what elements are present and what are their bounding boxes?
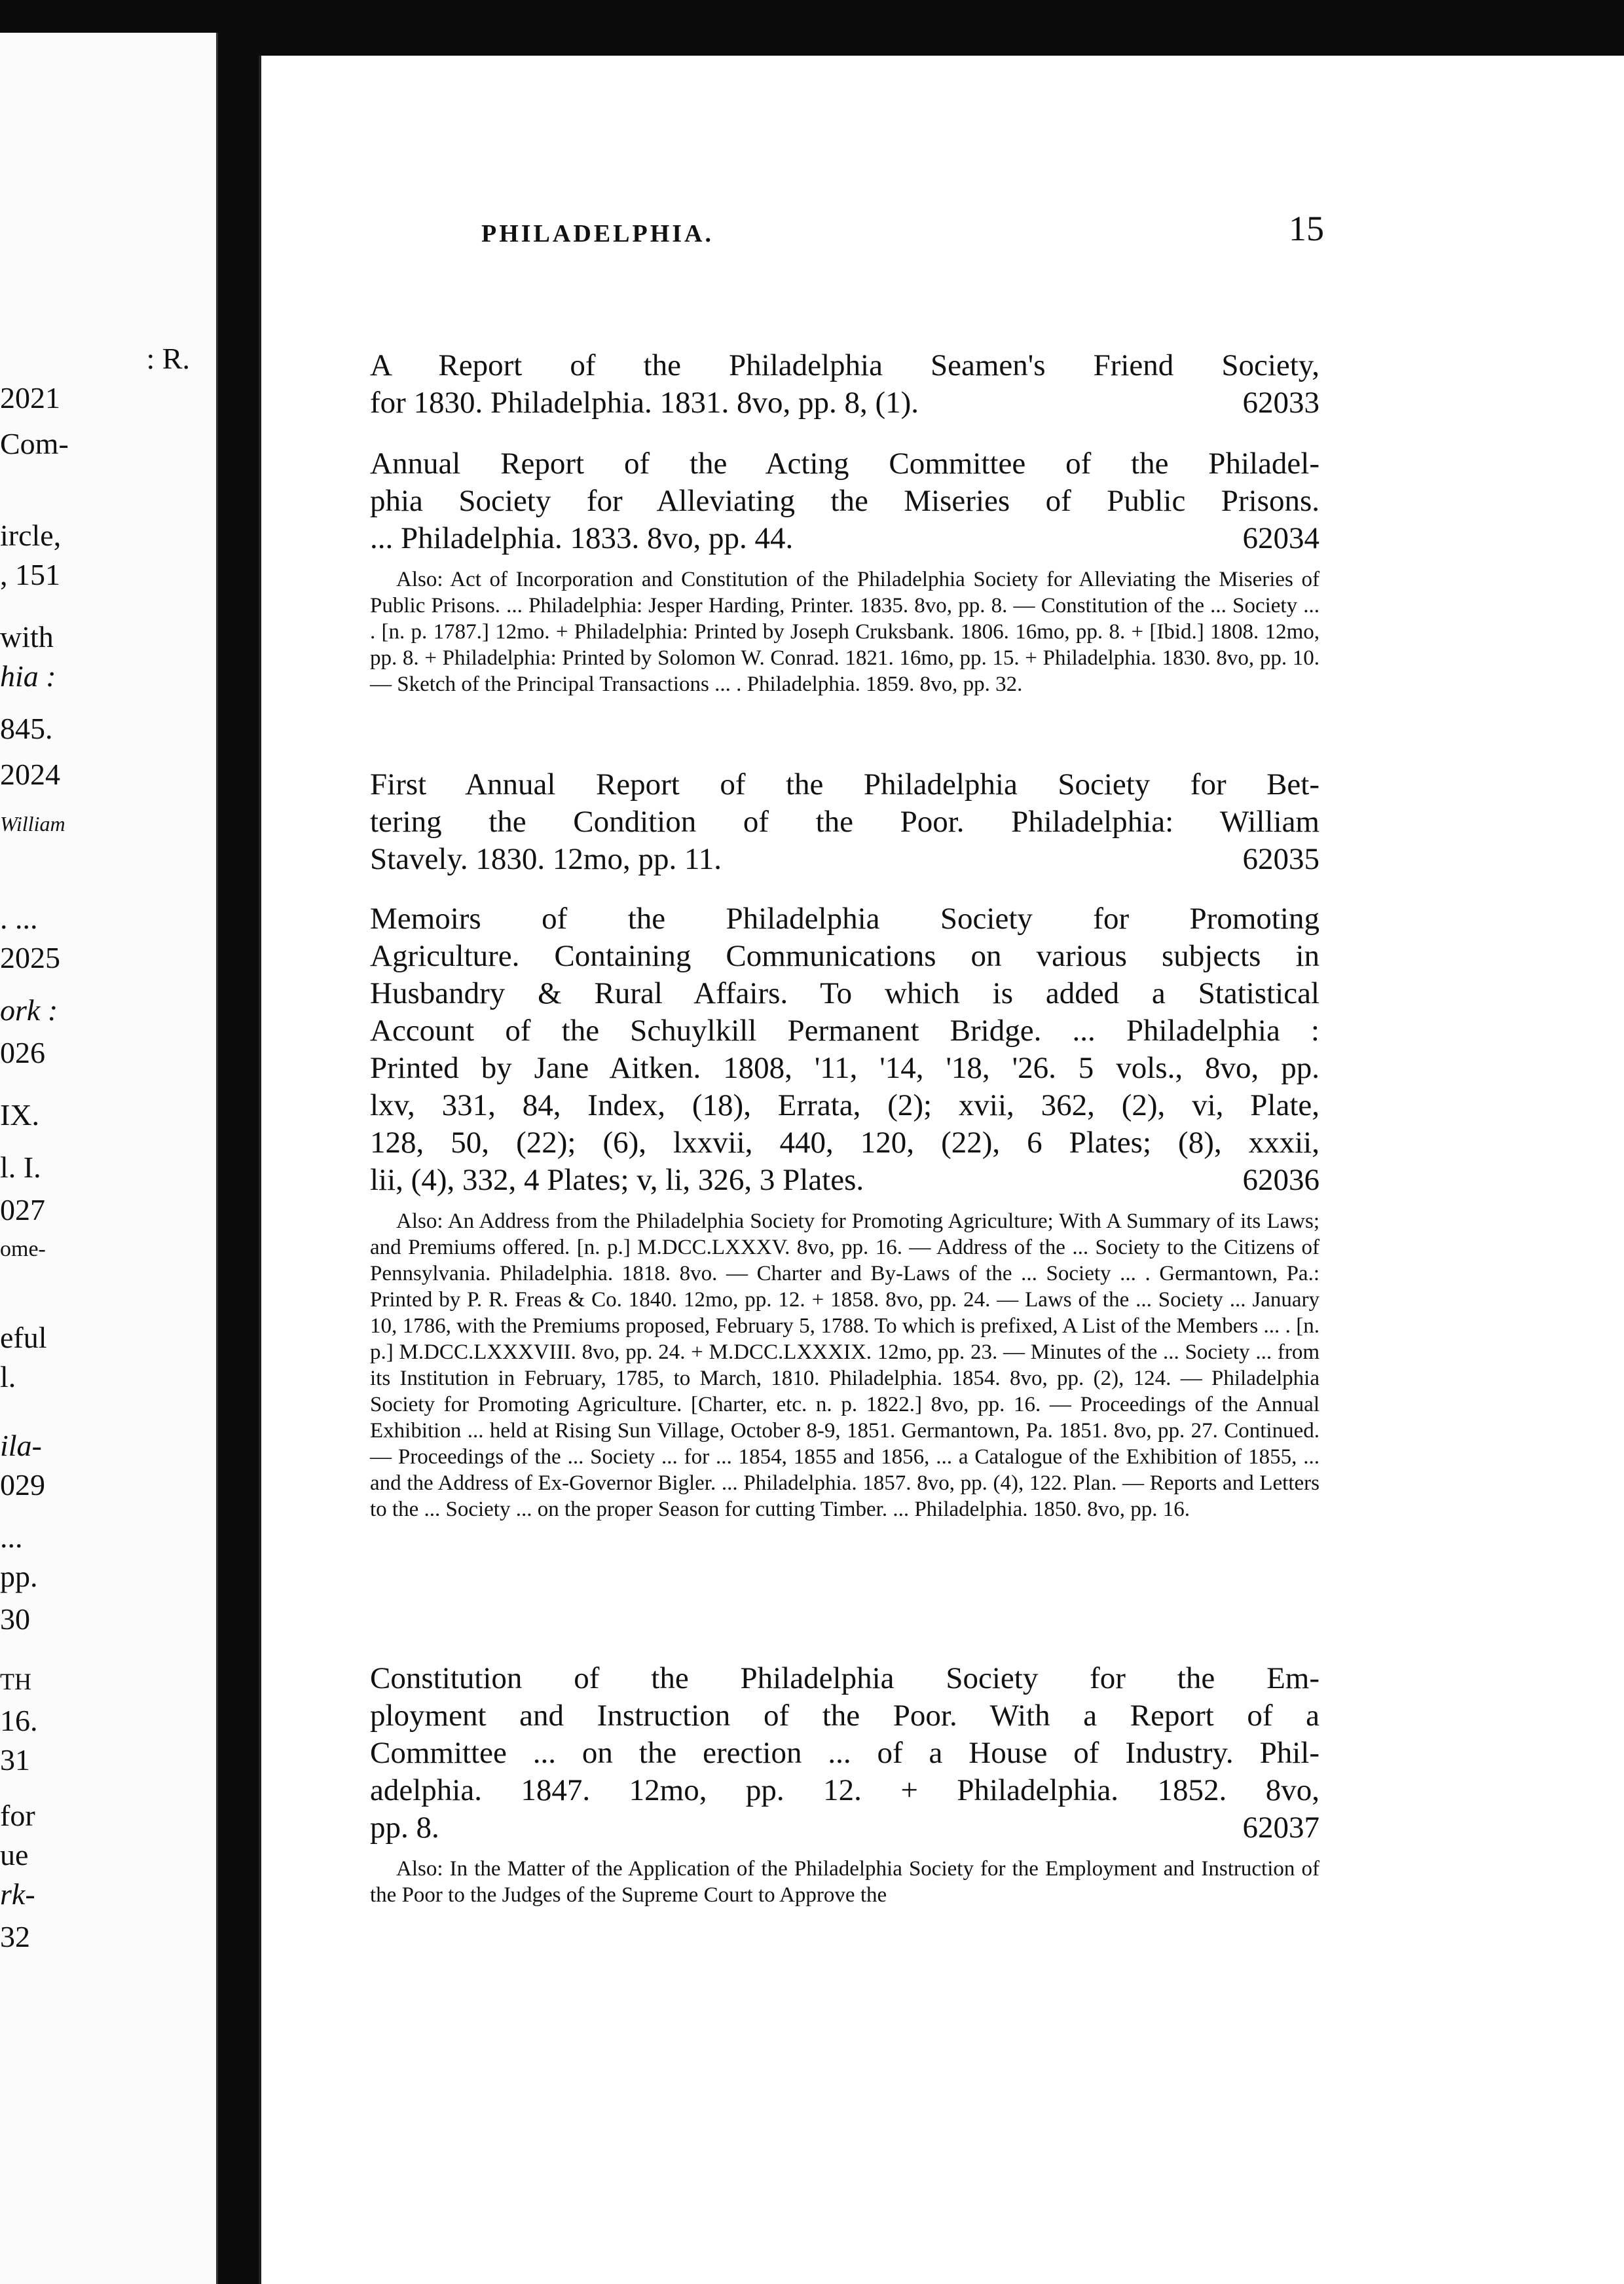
entry-title-text: lii, (4), 332, 4 Plates; v, li, 326, 3 Plates.	[370, 1163, 864, 1197]
facing-line: eful	[0, 1321, 47, 1354]
facing-line: for	[0, 1799, 35, 1832]
entry-title-line: Agriculture. Containing Communications on various subjects in	[370, 939, 1320, 973]
facing-line: 845.	[0, 712, 53, 745]
facing-line: : R.	[146, 342, 190, 375]
facing-line: 2025	[0, 941, 60, 974]
facing-line: pp.	[0, 1560, 38, 1593]
facing-line: ila-	[0, 1429, 42, 1462]
facing-line: ...	[0, 1520, 23, 1554]
entry-62035	[370, 766, 1320, 878]
entry-number: 62035	[1242, 842, 1320, 876]
entry-title-line: tering the Condition of the Poor. Philadelphia: William	[370, 805, 1320, 839]
entry-title-text: for 1830. Philadelphia. 1831. 8vo, pp. 8, (1).	[370, 386, 919, 420]
facing-line: with	[0, 620, 54, 654]
entry-title-line	[370, 384, 1320, 422]
entry-title-line: Committee ... on the erection ... of a House of Industry. Phil-	[370, 1736, 1320, 1770]
entry-title-line: Printed by Jane Aitken. 1808, '11, '14, '18, '26. 5 vols., 8vo, pp.	[370, 1051, 1320, 1085]
facing-line: 30	[0, 1602, 30, 1636]
entry-number: 62034	[1242, 521, 1320, 555]
entry-title-line: adelphia. 1847. 12mo, pp. 12. + Philadelphia. 1852. 8vo,	[370, 1773, 1320, 1807]
entry-title-line: A Report of the Philadelphia Seamen's Friend Society,	[370, 348, 1320, 382]
entry-number: 62033	[1242, 386, 1320, 420]
facing-line: 2021	[0, 381, 60, 414]
facing-line: 31	[0, 1743, 30, 1777]
entry-title-line: 128, 50, (22); (6), lxxvii, 440, 120, (22), 6 Plates; (8), xxxii,	[370, 1126, 1320, 1160]
facing-line: 027	[0, 1193, 45, 1226]
facing-line: Com-	[0, 427, 69, 460]
facing-line: rk-	[0, 1877, 35, 1911]
entry-title-line: Husbandry & Rural Affairs. To which is added a Statistical	[370, 976, 1320, 1010]
entry-title-text: Stavely. 1830. 12mo, pp. 11.	[370, 842, 722, 876]
facing-line: ue	[0, 1838, 29, 1871]
entry-note: Also: Act of Incorporation and Constitution of the Philadelphia Society for Alleviating the Miseries of Public Prisons. ... Philadelphia: Jesper Harding, Printer. 1835. 8vo, pp. 8. — Constitution of the ... Society ... . [n. p. 1787.] 12mo. + Philadelphia: Printed by Joseph Cruksbank. 1806. 16mo, pp. 8. + [Ibid.] 1808. 12mo, pp. 8. + Philadelphia: Printed by Solomon W. Conrad. 1821. 16mo, pp. 15. + Philadelphia. 1830. 8vo, pp. 10. — Sketch of the Principal Transactions ... . Philadelphia. 1859. 8vo, pp. 32.	[370, 568, 1320, 696]
facing-line: ome-	[0, 1237, 46, 1261]
facing-line: 029	[0, 1468, 45, 1501]
facing-line: l.	[0, 1360, 16, 1393]
facing-line: ork :	[0, 993, 58, 1027]
entry-title-line	[370, 841, 1320, 878]
entry-number: 62036	[1242, 1163, 1320, 1197]
facing-line: 32	[0, 1920, 30, 1953]
entry-62033	[370, 347, 1320, 422]
entry-title-line: Memoirs of the Philadelphia Society for Promoting	[370, 902, 1320, 936]
facing-line: . ...	[0, 902, 38, 935]
entry-number: 62037	[1242, 1811, 1320, 1845]
entry-note: Also: In the Matter of the Application of the Philadelphia Society for the Employment and Instruction of the Poor to the Judges of the Supreme Court to Approve the	[370, 1857, 1320, 1907]
running-head: PHILADELPHIA.	[481, 220, 714, 248]
entry-title-text: pp. 8.	[370, 1811, 439, 1845]
entry-title-line	[370, 520, 1320, 557]
entry-title-line: Constitution of the Philadelphia Society for the Em-	[370, 1661, 1320, 1695]
entry-title-line: phia Society for Alleviating the Miseries of Public Prisons.	[370, 484, 1320, 518]
entry-title-line: First Annual Report of the Philadelphia Society for Bet-	[370, 767, 1320, 801]
entry-62034	[370, 445, 1320, 697]
entry-title-line: Account of the Schuylkill Permanent Bridge. ... Philadelphia :	[370, 1014, 1320, 1048]
facing-line: IX.	[0, 1098, 40, 1132]
facing-line: 16.	[0, 1704, 38, 1737]
facing-line: 026	[0, 1036, 45, 1069]
entry-title-line: ployment and Instruction of the Poor. With a Report of a	[370, 1699, 1320, 1733]
entry-title-line	[370, 1809, 1320, 1847]
entry-title-line: Annual Report of the Acting Committee of the Philadel-	[370, 447, 1320, 481]
entry-62037	[370, 1660, 1320, 1908]
facing-line: ircle,	[0, 519, 62, 552]
facing-line: 2024	[0, 758, 60, 791]
facing-line: , 151	[0, 558, 60, 591]
entry-note: Also: An Address from the Philadelphia Society for Promoting Agriculture; With A Summary of its Laws; and Premiums offered. [n. p.] M.DCC.LXXXV. 8vo, pp. 16. — Address of the ... Society to the Citizens of Pennsylvania. Philadelphia. 1818. 8vo. — Charter and By-Laws of the ... Society ... . Germantown, Pa.: Printed by P. R. Freas & Co. 1840. 12mo, pp. 12. + 1858. 8vo, pp. 24. — Laws of the ... Society ... January 10, 1786, with the Premiums proposed, February 5, 1788. To which is prefixed, A List of the Members ... . [n. p.] M.DCC.LXXXVIII. 8vo, pp. 24. + M.DCC.LXXXIX. 12mo, pp. 23. — Minutes of the ... Society ... from its Institution in February, 1785, to March, 1810. Philadelphia. 1854. 8vo, pp. (2), 124. — Philadelphia Society for Promoting Agriculture. [Charter, etc. n. p. 1822.] 8vo, pp. 16. — Proceedings of the Annual Exhibition ... held at Rising Sun Village, October 8-9, 1851. Germantown, Pa. 1851. 8vo, pp. 27. Continued. — Proceedings of the ... Society ... for ... 1854, 1855 and 1856, ... a Catalogue of the Exhibition of 1855, ... and the Address of Ex-Governor Bigler. ... Philadelphia. 1857. 8vo, pp. (4), 122. Plan. — Reports and Letters to the ... Society ... on the proper Season for cutting Timber. ... Philadelphia. 1850. 8vo, pp. 16.	[370, 1209, 1320, 1521]
entry-title-line: lxv, 331, 84, Index, (18), Errata, (2); xvii, 362, (2), vi, Plate,	[370, 1088, 1320, 1122]
entry-title-line	[370, 1162, 1320, 1199]
facing-page-fragment	[0, 33, 218, 2284]
entry-title-text: ... Philadelphia. 1833. 8vo, pp. 44.	[370, 521, 794, 555]
facing-line: TH	[0, 1668, 31, 1695]
page-number: 15	[1289, 209, 1324, 248]
facing-line: l. I.	[0, 1151, 41, 1184]
facing-line: William	[0, 812, 65, 836]
entry-62036	[370, 900, 1320, 1522]
facing-line: hia :	[0, 659, 56, 693]
